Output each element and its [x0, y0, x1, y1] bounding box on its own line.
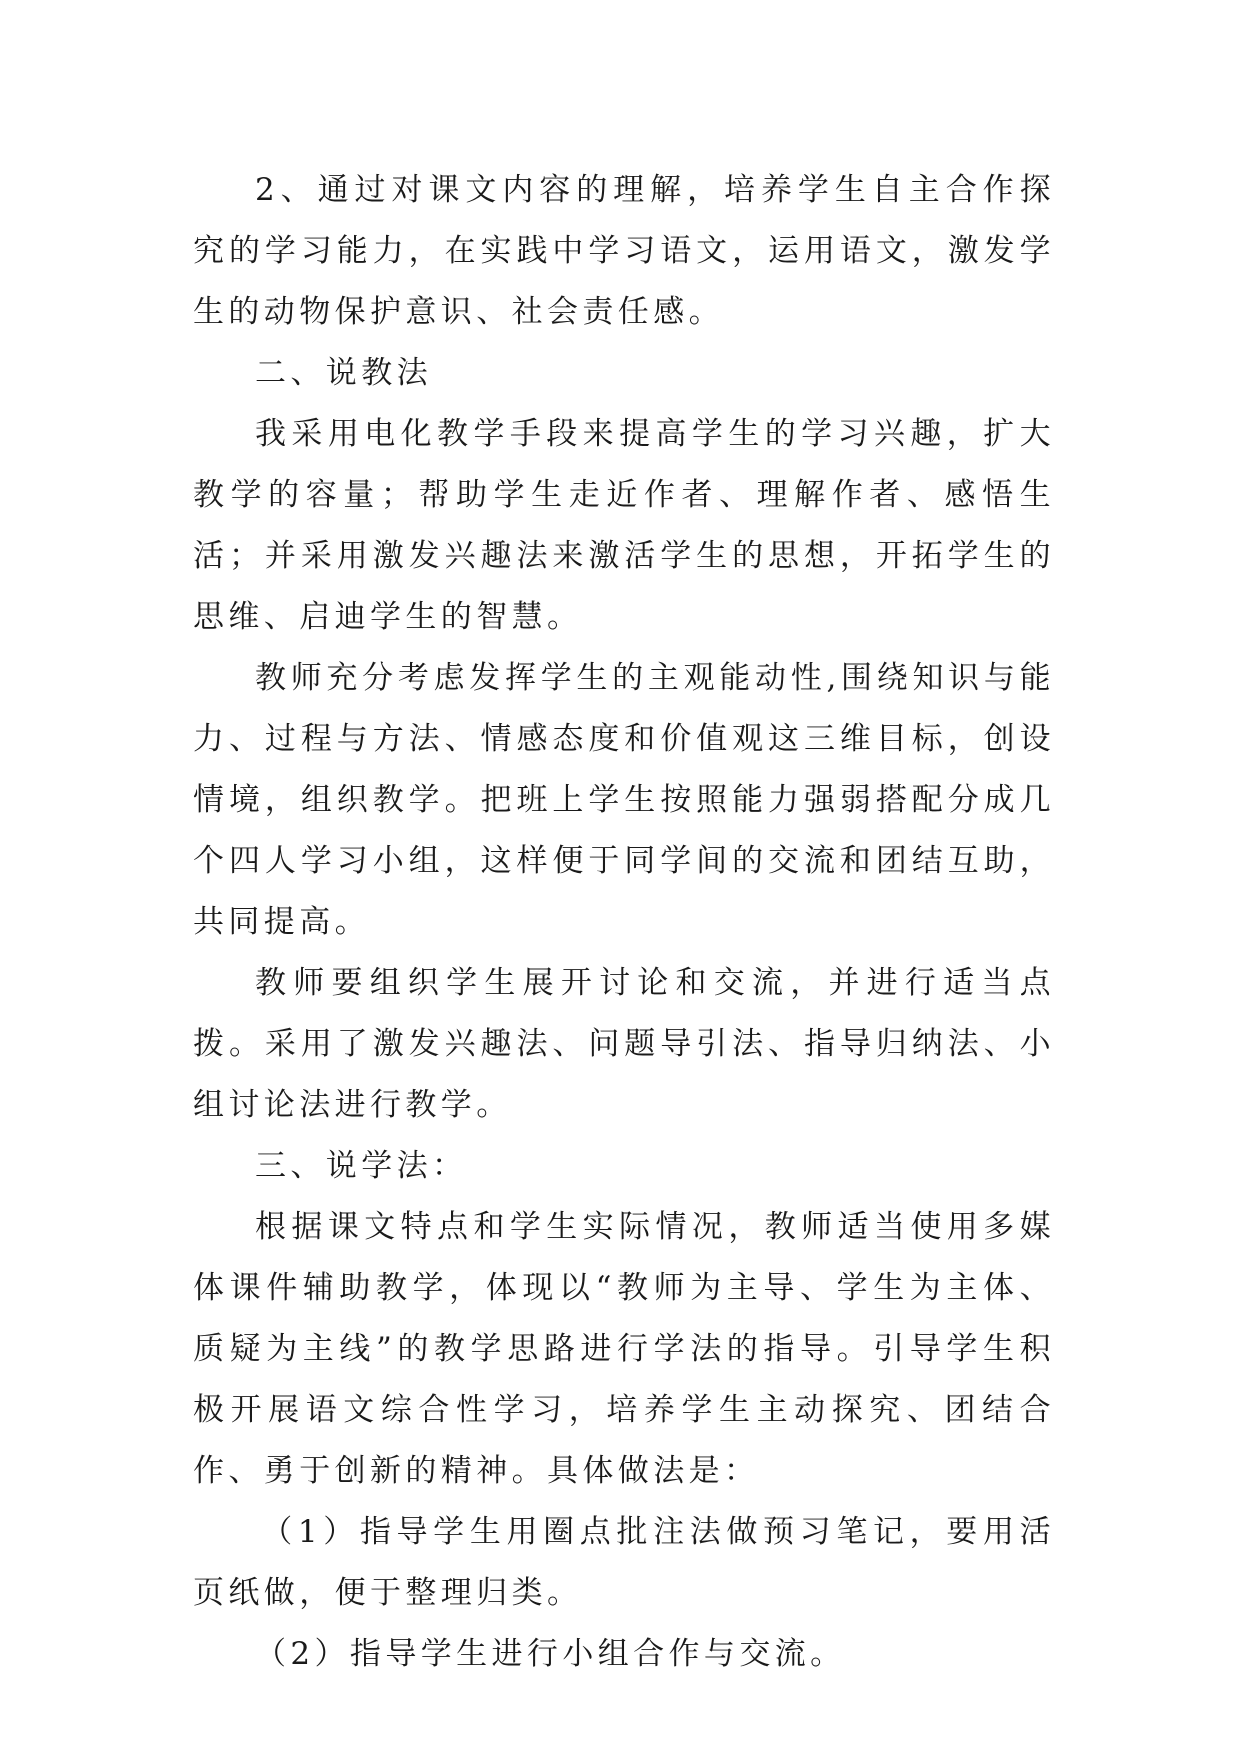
section-heading-teaching-method: 二、说教法 [255, 355, 432, 391]
paragraph-goal-2: 2、通过对课文内容的理解，培养学生自主合作探究的学习能力，在实践中学习语文，运用语文，激发学生的动物保护意识、社会责任感。 [193, 172, 1055, 330]
list-item-1: （1）指导学生用圈点批注法做预习笔记，要用活页纸做，便于整理归类。 [193, 1514, 1055, 1611]
paragraph-teaching-method-2: 教师充分考虑发挥学生的主观能动性,围绕知识与能力、过程与方法、情感态度和价值观这三维目标，创设情境，组织教学。把班上学生按照能力强弱搭配分成几个四人学习小组，这样便于同学间的交流和团结互助，共同提高。 [193, 660, 1055, 940]
section-heading-learning-method: 三、说学法： [255, 1148, 468, 1184]
document-body [193, 160, 1055, 1685]
paragraph-teaching-method-1: 我采用电化教学手段来提高学生的学习兴趣，扩大教学的容量；帮助学生走近作者、理解作者、感悟生活；并采用激发兴趣法来激活学生的思想，开拓学生的思维、启迪学生的智慧。 [193, 416, 1055, 635]
paragraph-learning-method: 根据课文特点和学生实际情况，教师适当使用多媒体课件辅助教学，体现以“教师为主导、学生为主体、质疑为主线”的教学思路进行学法的指导。引导学生积极开展语文综合性学习，培养学生主动探究、团结合作、勇于创新的精神。具体做法是： [193, 1209, 1055, 1489]
paragraph-teaching-method-3: 教师要组织学生展开讨论和交流，并进行适当点拨。采用了激发兴趣法、问题导引法、指导归纳法、小组讨论法进行教学。 [193, 965, 1055, 1123]
list-item-2: （2）指导学生进行小组合作与交流。 [255, 1636, 846, 1672]
